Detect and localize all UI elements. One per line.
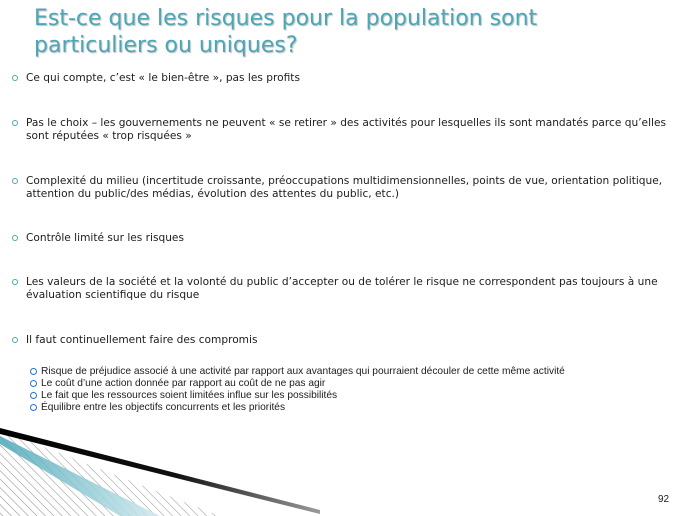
- bullet-circle-icon: [12, 120, 18, 126]
- bullet-circle-icon: [12, 178, 18, 184]
- sub-bullet-list: [30, 366, 650, 414]
- bullet-text: Les valeurs de la société et la volonté du public d’accepter ou de tolérer le risque ne correspondent pas toujours à une évaluation scientifique du risque: [26, 276, 658, 301]
- bullet-text: Ce qui compte, c’est « le bien-être », pas les profits: [26, 72, 300, 84]
- bullet-circle-icon: [12, 75, 18, 81]
- sub-bullet-circle-icon: [30, 404, 37, 411]
- bullet-item: [10, 175, 672, 201]
- bullet-item: [10, 334, 672, 347]
- sub-bullet-text: Risque de préjudice associé à une activité par rapport aux avantages qui pourraient découler de cette même activité: [41, 366, 565, 377]
- sub-bullet-text: Équilibre entre les objectifs concurrents et les priorités: [41, 402, 286, 413]
- sub-bullet-item: [30, 402, 650, 414]
- sub-bullet-item: [30, 378, 650, 390]
- bullet-item: [10, 232, 672, 245]
- bullet-text: Contrôle limité sur les risques: [26, 232, 184, 244]
- bullet-circle-icon: [12, 337, 18, 343]
- sub-bullet-circle-icon: [30, 380, 37, 387]
- sub-bullet-text: Le coût d’une action donnée par rapport au coût de ne pas agir: [41, 378, 326, 389]
- bullet-item: [10, 117, 672, 143]
- sub-bullet-item: [30, 390, 650, 402]
- bullet-text: Pas le choix – les gouvernements ne peuvent « se retirer » des activités pour lesquelles ils sont mandatés parce qu’elles sont réputées « trop risquées »: [26, 117, 667, 142]
- bullet-item: [10, 72, 672, 85]
- decorative-corner-graphic: [0, 420, 688, 516]
- bullet-item: [10, 276, 672, 302]
- sub-bullet-item: [30, 366, 650, 378]
- bullet-circle-icon: [12, 235, 18, 241]
- sub-bullet-circle-icon: [30, 392, 37, 399]
- bullet-text: Il faut continuellement faire des compromis: [26, 334, 258, 346]
- bullet-circle-icon: [12, 279, 18, 285]
- bullet-text: Complexité du milieu (incertitude croissante, préoccupations multidimensionnelles, points de vue, orientation politique, attention du public/des médias, évolution des attentes du public, etc.): [26, 175, 663, 200]
- sub-bullet-circle-icon: [30, 368, 37, 375]
- page-number: 92: [658, 494, 670, 505]
- slide-title: Est-ce que les risques pour la population sont particuliers ou uniques?: [34, 6, 538, 58]
- sub-bullet-text: Le fait que les ressources soient limitées influe sur les possibilités: [41, 390, 338, 401]
